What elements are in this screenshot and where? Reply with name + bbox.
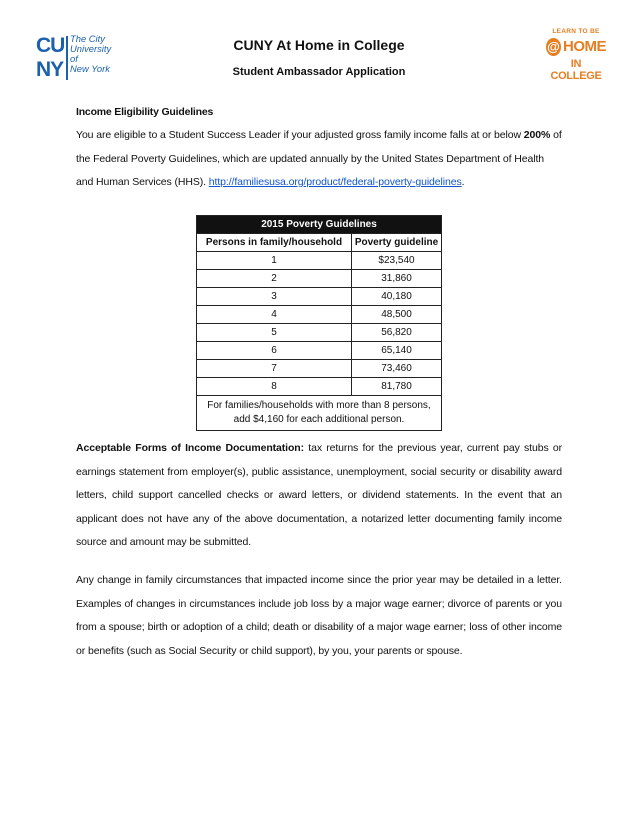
income-heading: Income Eligibility Guidelines <box>76 106 214 118</box>
income-percent: 200% <box>523 129 551 141</box>
ltb-college-text: IN COLLEGE <box>550 58 602 82</box>
guideline-cell: 40,180 <box>352 288 442 306</box>
at-sign-icon: @ <box>547 39 560 54</box>
learn-to-be-logo <box>546 28 606 90</box>
persons-cell: 6 <box>197 342 352 360</box>
table-row <box>197 378 442 396</box>
footer-line2: add $4,160 for each additional person. <box>233 414 405 425</box>
table-row <box>197 270 442 288</box>
table-row <box>197 324 442 342</box>
guideline-cell: 31,860 <box>352 270 442 288</box>
table-caption-row <box>197 216 442 234</box>
ltb-home-text: HOME <box>563 38 606 55</box>
documentation-text: tax returns for the previous year, current pay stubs or earnings statement from employer(s), public assistance, unemployment, social security or disability award letters, child support cancelled checks or award letters, or dividend statements. In the event that an applicant does not have any of the above documentation, a notarized letter documenting family income source and amount may be submitted. <box>76 442 562 548</box>
table-caption: 2015 Poverty Guidelines <box>197 216 442 234</box>
cuny-name-line: of <box>70 53 78 64</box>
table-footer-row <box>197 396 442 431</box>
guideline-cell: 48,500 <box>352 306 442 324</box>
cuny-name-line: University <box>70 43 112 54</box>
cuny-name-line: The City <box>70 33 105 44</box>
income-text-after: of the Federal Poverty Guidelines, which are updated annually by the United States Department of Health and Human Services (HHS). <box>76 129 562 188</box>
changes-paragraph: Any change in family circumstances that impacted income since the prior year may be detailed in a letter. Examples of changes in circumstances include job loss by a major wage earner; divorce of parents or you from a spouse; birth or adoption of a child; death or disability of a major wage earner; loss of other income or benefits (such as Social Security or child support), by you, your parents or spouse. <box>76 574 562 657</box>
hhs-link[interactable]: http://familiesusa.org/product/federal-poverty-guidelines <box>208 176 462 188</box>
table-row <box>197 288 442 306</box>
persons-cell: 3 <box>197 288 352 306</box>
guideline-cell: 65,140 <box>352 342 442 360</box>
cuny-mark-line1: CU <box>36 34 65 57</box>
cuny-mark-line2: NY <box>36 58 64 81</box>
ltb-top-text: LEARN TO BE <box>552 28 600 35</box>
guideline-cell: 56,820 <box>352 324 442 342</box>
persons-cell: 4 <box>197 306 352 324</box>
documentation-label: Acceptable Forms of Income Documentation: <box>76 442 305 454</box>
poverty-table <box>196 215 442 431</box>
persons-cell: 5 <box>197 324 352 342</box>
table-row <box>197 306 442 324</box>
footer-line1: For families/households with more than 8 persons, <box>207 400 431 411</box>
table-footer-note <box>197 396 442 431</box>
guideline-cell: 81,780 <box>352 378 442 396</box>
table-row <box>197 342 442 360</box>
column-header-guideline: Poverty guideline <box>352 234 442 252</box>
income-text-before: You are eligible to a Student Success Leader if your adjusted gross family income falls at or below <box>76 129 524 141</box>
ltb-main <box>546 38 606 56</box>
table-row <box>197 252 442 270</box>
guideline-cell: 73,460 <box>352 360 442 378</box>
persons-cell: 2 <box>197 270 352 288</box>
persons-cell: 1 <box>197 252 352 270</box>
guideline-cell: $23,540 <box>352 252 442 270</box>
column-header-persons: Persons in family/household <box>197 234 352 252</box>
persons-cell: 8 <box>197 378 352 396</box>
table-header-row <box>197 234 442 252</box>
persons-cell: 7 <box>197 360 352 378</box>
income-paragraph <box>76 124 562 195</box>
table-row <box>197 360 442 378</box>
income-end: . <box>461 176 465 188</box>
document-title: CUNY At Home in College <box>233 37 405 53</box>
cuny-name-line: New York <box>70 63 110 74</box>
document-subtitle: Student Ambassador Application <box>232 66 406 78</box>
documentation-paragraph <box>76 437 562 555</box>
